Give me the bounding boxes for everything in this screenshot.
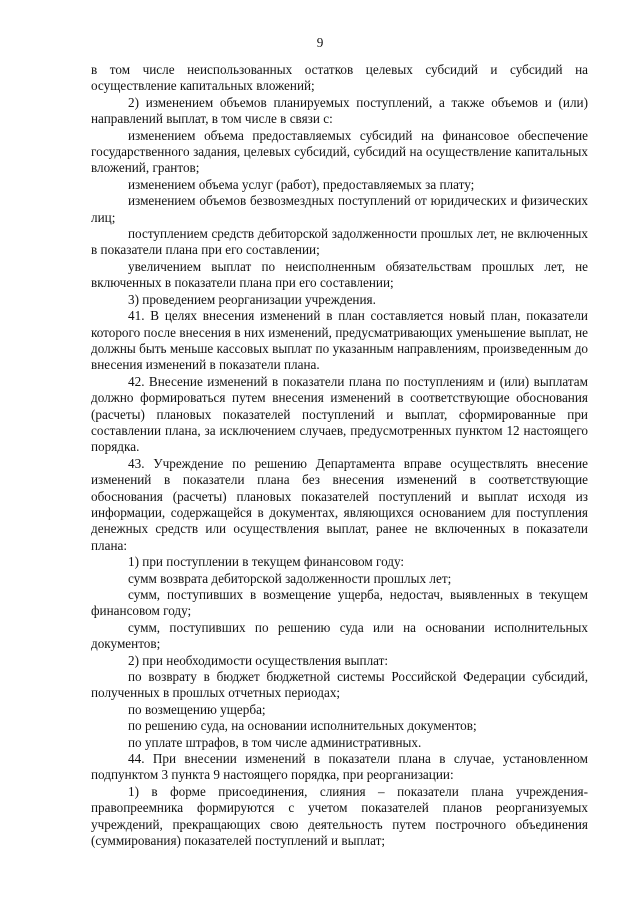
paragraph: по возврату в бюджет бюджетной системы Российской Федерации субсидий, полученных в прошлых отчетных периодах; — [91, 669, 588, 701]
paragraph: по возмещению ущерба; — [128, 701, 266, 717]
paragraph: изменением объема предоставляемых субсидий на финансовое обеспечение государственного задания, целевых субсидий, субсидий на осуществление капитальных вложений, грантов; — [91, 127, 588, 176]
paragraph: 41. В целях внесения изменений в план составляется новый план, показатели которого после внесения в них изменений, предусматривающих уменьшение выплат, не должны быть меньше кассовых выплат по указанным направлениям, произведенным до внесения изменений в показатели плана. — [91, 308, 588, 373]
page-number: 9 — [316, 35, 324, 50]
paragraph: сумм возврата дебиторской задолженности прошлых лет; — [128, 570, 452, 586]
paragraph: 42. Внесение изменений в показатели плана по поступлениям и (или) выплатам должно формироваться путем внесения изменений в соответствующие обоснования (расчеты) плановых показателей поступлений и выплат, сформированные при составлении плана, за исключением случаев, предусмотренных пунктом 12 настоящего порядка. — [91, 373, 588, 455]
paragraph: изменением объема услуг (работ), предоставляемых за плату; — [128, 176, 475, 192]
paragraph: по решению суда, на основании исполнительных документов; — [128, 718, 477, 734]
paragraph: поступлением средств дебиторской задолженности прошлых лет, не включенных в показатели плана при его составлении; — [91, 226, 588, 258]
paragraph: изменением объемов безвозмездных поступлений от юридических и физических лиц; — [91, 193, 588, 225]
paragraph: сумм, поступивших по решению суда или на основании исполнительных документов; — [91, 619, 588, 652]
paragraph: 1) при поступлении в текущем финансовом году: — [128, 554, 405, 570]
paragraph: увеличением выплат по неисполненным обязательствам прошлых лет, не включенных в показатели плана при его составлении; — [91, 258, 588, 291]
paragraph: 43. Учреждение по решению Департамента вправе осуществлять внесение изменений в показатели плана без внесения изменений в соответствующие обоснования (расчеты) плановых показателей поступлений и выплат исходя из информации, содержащейся в документах, являющихся основанием для поступления денежных средств или осуществления выплат, ранее не включенных в показатели плана: — [91, 455, 588, 553]
paragraph: 44. При внесении изменений в показатели плана в случае, установленном подпунктом 3 пункта 9 настоящего порядка, при реорганизации: — [91, 751, 588, 783]
document-body — [91, 62, 588, 850]
paragraph: 3) проведением реорганизации учреждения. — [128, 291, 376, 307]
paragraph: 2) при необходимости осуществления выплат: — [128, 652, 389, 668]
paragraph: 2) изменением объемов планируемых поступлений, а также объемов и (или) направлений выплат, в том числе в связи с: — [91, 94, 588, 127]
paragraph: сумм, поступивших в возмещение ущерба, недостач, выявленных в текущем финансовом году; — [91, 587, 588, 619]
paragraph: в том числе неиспользованных остатков целевых субсидий и субсидий на осуществление капитальных вложений; — [91, 62, 588, 94]
paragraph: по уплате штрафов, в том числе административных. — [128, 734, 422, 750]
paragraph: 1) в форме присоединения, слияния – показатели плана учреждения-правопреемника формируются с учетом показателей планов реорганизуемых учреждений, прекращающих свою деятельность путем построчного объединения (суммирования) показателей поступлений и выплат; — [91, 783, 588, 849]
